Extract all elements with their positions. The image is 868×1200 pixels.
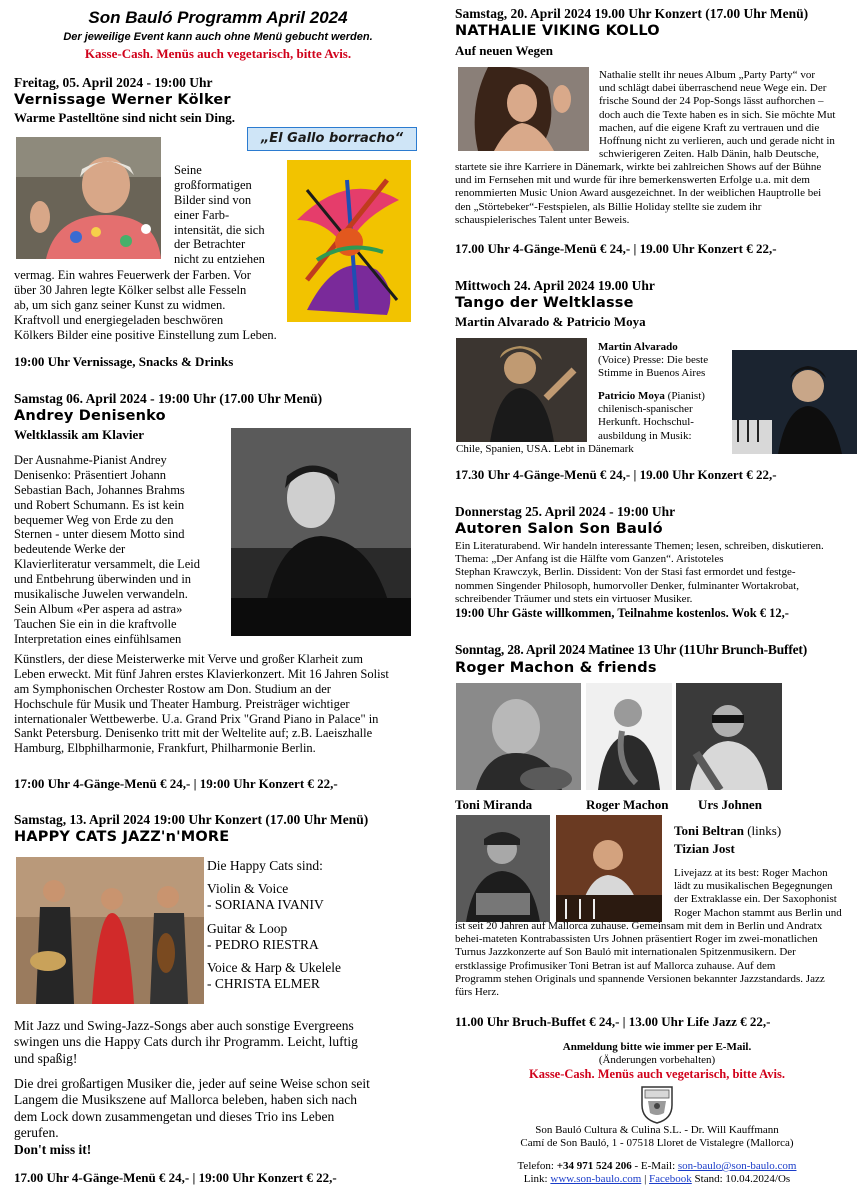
musician-name: Toni Miranda — [455, 797, 533, 812]
event-date: Freitag, 05. April 2024 - 19:00 Uhr — [14, 75, 213, 90]
event-title: Roger Machon & friends — [455, 660, 657, 676]
registration-note: Anmeldung bitte wie immer per E-Mail. — [562, 1041, 752, 1053]
event-description-wide: startete sie ihre Karriere in Dänemark, wirkte bei zahlreichen Shows auf der Bühne und im Fernsehen mit und wurde für ihre bemerkenswerten Erfolge u.a. mit dem renommierten Music Union Award ausgezeichnet. In der weiblichen Hauptrolle bei den „Störtebeker“-Festspielen, als Billie Holiday stellte sie zudem ihr schauspielerisches Talent unter Beweis. — [455, 161, 822, 226]
happy-cats-photo — [16, 857, 204, 1004]
painting-image — [287, 160, 411, 322]
martin-alvarado-photo — [456, 338, 587, 442]
event-price: 17:00 Uhr 4-Gänge-Menü € 24,- | 19:00 Uhr Konzert € 22,- — [14, 776, 338, 791]
event-description-wide: vermag. Ein wahres Feuerwerk der Farben. Vor über 30 Jahren legte Kölker selbst alle Fesseln ab, um sich ganz seiner Kunst zu widmen. Kraftvoll und energiegeladen beschwören Kölkers Bilder eine positive Einstellung zum Leben. — [14, 268, 277, 342]
footer-cash-note: Kasse-Cash. Menüs auch vegetarisch, bitte Avis. — [528, 1067, 785, 1081]
event-description-para2: Die drei großartigen Musiker die, jeder auf seine Weise schon seit Langem die Musikszene auf Mallorca beleben, haben sich nach dem Lock down zusammengetan und dieses Trio ins Leben gerufen. Don't miss it! — [14, 1076, 422, 1158]
event-date: Mittwoch 24. April 2024 19.00 Uhr — [455, 278, 655, 293]
painting-title-badge: „El Gallo borracho“ — [247, 127, 417, 151]
musician-name: Roger Machon — [586, 797, 669, 812]
happy-cats-photo-image — [16, 857, 204, 1004]
page-subtitle: Der jeweilige Event kann auch ohne Menü gebucht werden. — [63, 31, 373, 43]
event-title: Andrey Denisenko — [14, 408, 166, 424]
toni-beltran-photo — [456, 815, 550, 922]
musician-name: Urs Johnen — [698, 797, 762, 812]
martin-alvarado-photo-image — [456, 338, 587, 442]
toni-beltran-photo-image — [456, 815, 550, 922]
roger-machon-photo-image — [586, 683, 672, 790]
singer-photo — [458, 67, 589, 151]
contact-line: Telefon: +34 971 524 206 - E-Mail: son-baulo@son-baulo.com — [517, 1160, 797, 1172]
event-description-narrow: Nathalie stellt ihr neues Album „Party Party“ vor und schlägt dabei überraschend neue Wege ein. Der frische Sound der 24 Pop-Songs lässt aufhorchen – doch auch die Texte haben es in sich. Sie möchte Mut machen, auf die eigene Kraft zu vertrauen und die Hoffnung nicht zu verlieren, auch und gerade nicht in schwierigeren Zeiten. Halb Dänin, halb Deutsche, — [599, 69, 836, 161]
event-description-para1: Mit Jazz und Swing-Jazz-Songs aber auch sonstige Evergreens swingen uns die Happy Cats durch ihr Programm. Leicht, luftig und spaßig! — [14, 1018, 358, 1066]
event-price: 17.00 Uhr 4-Gänge-Menü € 24,- | 19:00 Uhr Konzert € 22,- — [14, 1170, 337, 1185]
tizian-jost-photo-image — [556, 815, 662, 922]
event-subtitle: Auf neuen Wegen — [455, 43, 553, 58]
header-cash-note: Kasse-Cash. Menüs auch vegetarisch, bitte Avis. — [84, 46, 352, 61]
event-subtitle: Weltklassik am Klavier — [14, 427, 144, 442]
toni-miranda-photo-image — [456, 683, 581, 790]
event-description-narrow: Livejazz at its best: Roger Machon lädt zu musikalischen Begegnungen der Extraklasse ein. Der Saxophonist Roger Machon stammt aus Berlin und — [674, 867, 842, 919]
event-date: Samstag, 20. April 2024 19.00 Uhr Konzert (17.00 Uhr Menü) — [455, 6, 809, 21]
painting-canvas — [287, 160, 411, 322]
event-title: Autoren Salon Son Bauló — [455, 521, 663, 537]
musician-name: Tizian Jost — [674, 841, 735, 856]
tizian-jost-photo — [556, 815, 662, 922]
patricio-moya-photo-image — [732, 350, 857, 454]
patricio-moya-photo — [732, 350, 857, 454]
links-line: Link: www.son-baulo.com | Facebook Stand: 10.04.2024/Os — [523, 1173, 791, 1185]
event-title: HAPPY CATS JAZZ'n'MORE — [14, 829, 230, 845]
phone-number[interactable]: +34 971 524 206 — [556, 1160, 632, 1172]
urs-johnen-photo-image — [676, 683, 782, 790]
event-description-wide: ist seit 20 Jahren auf Mallorca zuhause. Gemeinsam mit dem in Berlin und Andratx behei-mateten Kontrabassisten Urs Johnen präsentiert Roger im zwei-monatlichen Turnus Jazzkonzerte auf Son Bauló mit internationalen Spitzenmusikern. Der erstklassige Profimusiker Toni Betran ist auf Mallorca zuhause. Auf dem Programm stehen Originals und spannende Versionen bekannter Jazzstandards. Jazz fürs Herz. — [455, 920, 825, 998]
facebook-link[interactable]: Facebook — [649, 1173, 692, 1185]
event-price: 19:00 Uhr Gäste willkommen, Teilnahme kostenlos. Wok € 12,- — [455, 606, 789, 620]
event-date: Donnerstag 25. April 2024 - 19:00 Uhr — [455, 504, 676, 519]
event-description-narrow: Seine großformatigen Bilder sind von einer Farb- intensität, die sich der Betrachter nicht zu entziehen — [174, 163, 265, 267]
event-date: Samstag 06. April 2024 - 19:00 Uhr (17.00 Uhr Menü) — [14, 391, 323, 406]
coat-of-arms-logo — [636, 1083, 678, 1125]
event-title: Tango der Weltklasse — [455, 295, 634, 311]
urs-johnen-photo — [676, 683, 782, 790]
martin-alvarado-bio: Martin Alvarado (Voice) Presse: Die beste Stimme in Buenos Aires — [598, 341, 709, 380]
event-price: 17.00 Uhr 4-Gänge-Menü € 24,- | 19.00 Uhr Konzert € 22,- — [455, 241, 777, 256]
event-price: 19:00 Uhr Vernissage, Snacks & Drinks — [14, 354, 234, 369]
roger-machon-photo — [586, 683, 672, 790]
artist-photo-image — [16, 137, 161, 259]
email-link[interactable]: son-baulo@son-baulo.com — [677, 1160, 797, 1172]
event-description-wide: Künstlers, der diese Meisterwerke mit Verve und großer Klarheit zum Leben erweckt. Mit fünf Jahren erstes Klavierkonzert. Mit 16 Jahren Solist am Symphonischen Orchester Rostow am Don. Studium an der Hochschule für Musik und Theater Hamburg. Preisträger wichtiger internationaler Wettbewerbe. U.a. Grand Prix "Grand Piano in Palace" in Sankt Petersburg. Denisenko tritt mit der Weltelite auf; z.B. Laeiszhalle Hamburg, Elbphilharmonie, Frankfurt, Philharmonie Berlin. — [14, 652, 389, 756]
pianist-photo-image — [231, 428, 411, 636]
dont-miss-note: Don't miss it! — [14, 1141, 92, 1157]
patricio-moya-bio-end: Chile, Spanien, USA. Lebt in Dänemark — [456, 443, 634, 455]
event-price: 17.30 Uhr 4-Gänge-Menü € 24,- | 19.00 Uhr Konzert € 22,- — [455, 467, 777, 482]
company-name: Son Bauló Cultura & Culina S.L. - Dr. Will Kauffmann — [535, 1124, 779, 1136]
artist-photo — [16, 137, 161, 259]
crest-icon — [636, 1083, 678, 1125]
event-description: Ein Literaturabend. Wir handeln interessante Themen; lesen, schreiben, diskutieren. Thema: „Der Anfang ist die Hälfte vom Ganzen“. Aristoteles Stephan Krawczyk, Berlin. Dissident: Von der Stasi fast ermordet und festge- nommen Singender Philosoph, humorvoller Denker, fulminanter Wortakrobat, schreibender Träumer und stets ein virtuoser Musiker. — [455, 540, 824, 605]
pianist-photo — [231, 428, 411, 636]
event-date: Samstag, 13. April 2024 19:00 Uhr Konzert (17.00 Uhr Menü) — [14, 812, 369, 827]
event-title: Vernissage Werner Kölker — [14, 92, 231, 108]
page-title: Son Bauló Programm April 2024 — [88, 8, 348, 27]
event-subtitle: Martin Alvarado & Patricio Moya — [455, 314, 646, 329]
musician-name-beltran: Toni Beltran (links) — [674, 823, 782, 838]
toni-miranda-photo — [456, 683, 581, 790]
event-date: Sonntag, 28. April 2024 Matinee 13 Uhr (11Uhr Brunch-Buffet) — [455, 642, 808, 657]
website-link[interactable]: www.son-baulo.com — [550, 1173, 642, 1185]
event-title: NATHALIE VIKING KOLLO — [455, 23, 660, 39]
patricio-moya-bio: Patricio Moya (Pianist) chilenisch-spanischer Herkunft. Hochschul- ausbildung in Musik: — [598, 390, 705, 442]
band-members-list: Die Happy Cats sind: Violin & Voice - SORIANA IVANIV Guitar & Loop - PEDRO RIESTRA Voice & Harp & Ukelele - CHRISTA ELMER — [207, 858, 341, 992]
company-address: Camí de Son Bauló, 1 - 07518 Lloret de Vistalegre (Mallorca) — [520, 1137, 794, 1149]
changes-note: (Änderungen vorbehalten) — [598, 1054, 716, 1066]
event-price: 11.00 Uhr Bruch-Buffet € 24,- | 13.00 Uhr Life Jazz € 22,- — [455, 1014, 771, 1029]
event-subtitle: Warme Pastelltöne sind nicht sein Ding. — [14, 110, 236, 125]
event-description-narrow: Der Ausnahme-Pianist Andrey Denisenko: Präsentiert Johann Sebastian Bach, Johannes Brahms und Robert Schumann. Es ist kein bequemer Weg von Erde zu den Sternen - unter diesem Motto sind bedeutende Werke der Klavierliteratur versammelt, die Leid und Entbehrung überwinden und in musikalische Juwelen verwandeln. Sein Album «Per aspera ad astra» Tauchen Sie ein in die kraftvolle Interpretation eines einfühlsamen — [14, 453, 201, 646]
singer-photo-image — [458, 67, 589, 151]
